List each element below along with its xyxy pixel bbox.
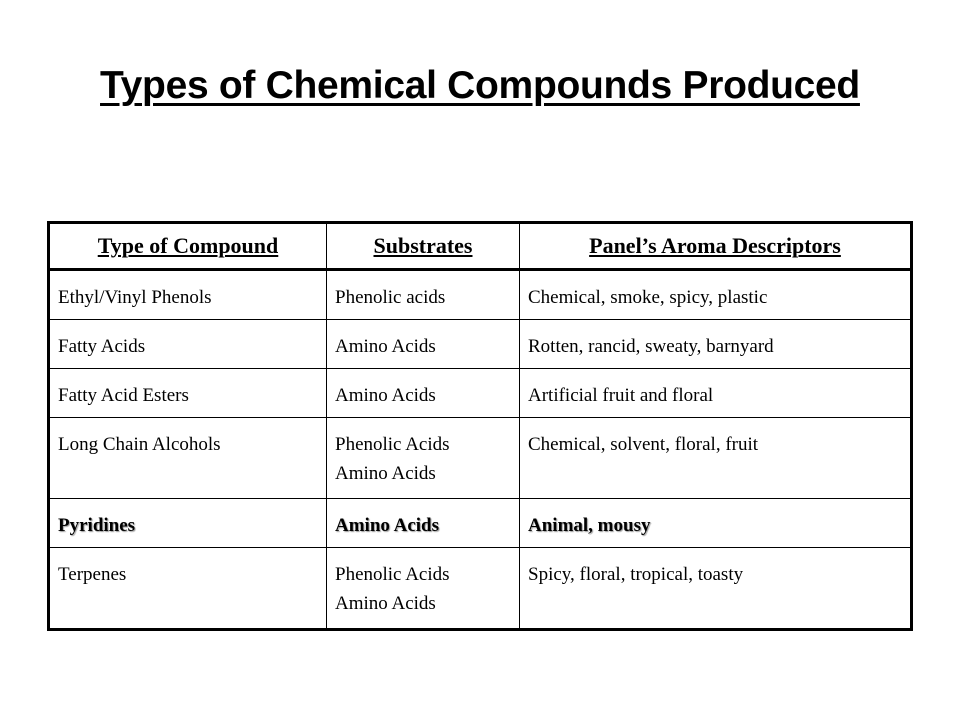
- cell-substrates: [327, 548, 520, 630]
- cell-descriptors: Chemical, smoke, spicy, plastic: [520, 270, 912, 320]
- cell-compound: Terpenes: [49, 548, 327, 630]
- substrate-line: Amino Acids: [335, 385, 436, 406]
- header-substrates: Substrates: [327, 223, 520, 270]
- cell-descriptors: Chemical, solvent, floral, fruit: [520, 418, 912, 499]
- cell-descriptors: Rotten, rancid, sweaty, barnyard: [520, 320, 912, 369]
- cell-descriptors: Animal, mousy: [520, 499, 912, 548]
- cell-compound: Pyridines: [49, 499, 327, 548]
- cell-substrates: [327, 270, 520, 320]
- cell-substrates: [327, 369, 520, 418]
- substrate-line: Phenolic Acids: [335, 564, 450, 585]
- slide-title: Types of Chemical Compounds Produced: [100, 64, 860, 107]
- compounds-table: [47, 221, 913, 631]
- table-row: [49, 270, 912, 320]
- cell-substrates: [327, 499, 520, 548]
- table-row: [49, 369, 912, 418]
- cell-compound: Long Chain Alcohols: [49, 418, 327, 499]
- cell-substrates: [327, 418, 520, 499]
- substrate-line: Amino Acids: [335, 515, 439, 536]
- table-row: [49, 499, 912, 548]
- table-header-row: [49, 223, 912, 270]
- table-row: [49, 548, 912, 630]
- cell-compound: Fatty Acid Esters: [49, 369, 327, 418]
- substrate-line: Phenolic acids: [335, 287, 446, 308]
- substrate-line: Amino Acids: [335, 593, 436, 615]
- cell-compound: Fatty Acids: [49, 320, 327, 369]
- table-row: [49, 320, 912, 369]
- substrate-line: Amino Acids: [335, 463, 436, 485]
- cell-compound: Ethyl/Vinyl Phenols: [49, 270, 327, 320]
- header-aroma-descriptors: Panel’s Aroma Descriptors: [520, 223, 912, 270]
- substrate-line: Phenolic Acids: [335, 434, 450, 455]
- header-type-of-compound: Type of Compound: [49, 223, 327, 270]
- cell-descriptors: Spicy, floral, tropical, toasty: [520, 548, 912, 630]
- cell-descriptors: Artificial fruit and floral: [520, 369, 912, 418]
- table-row: [49, 418, 912, 499]
- cell-substrates: [327, 320, 520, 369]
- substrate-line: Amino Acids: [335, 336, 436, 357]
